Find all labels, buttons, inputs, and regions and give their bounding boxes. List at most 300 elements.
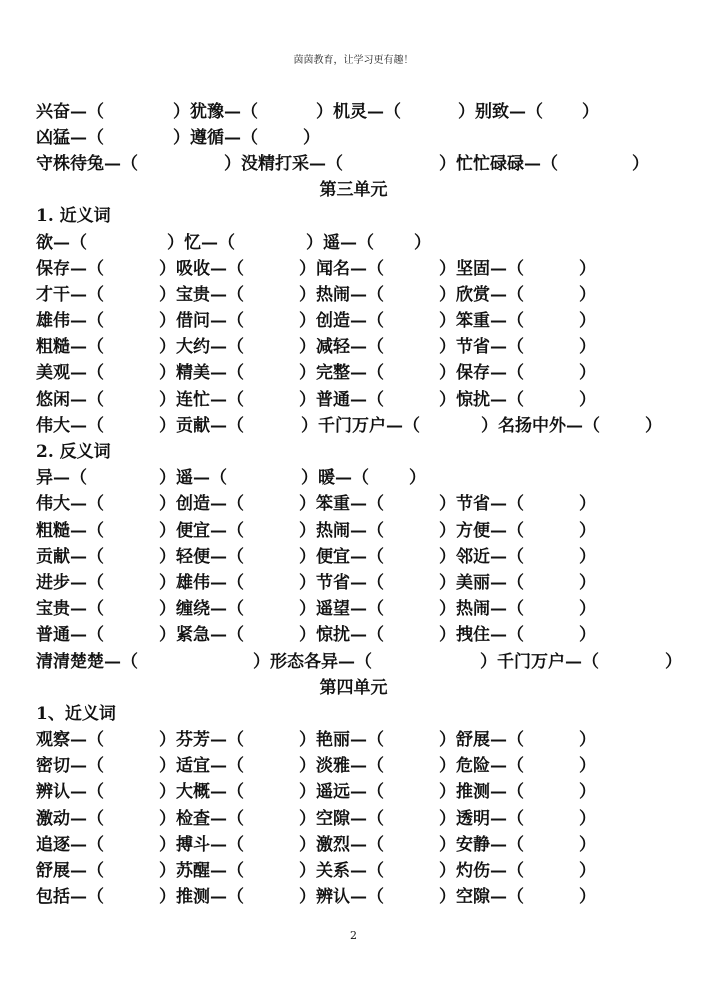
word: 芬芳 (176, 730, 210, 751)
word-blank (176, 306, 316, 331)
word-blank (176, 751, 316, 776)
word-blank (176, 882, 316, 907)
open-blank: —（ (70, 756, 104, 777)
open-blank: —（ (490, 861, 524, 882)
open-blank: —（ (340, 232, 374, 253)
exercise-row (36, 306, 682, 332)
word: 机灵 (333, 101, 367, 122)
word-blank (36, 542, 176, 567)
close-blank: ） (299, 782, 316, 803)
open-blank: —（ (210, 861, 244, 882)
open-blank: —（ (210, 311, 244, 332)
unit-heading (36, 175, 671, 201)
open-blank: —（ (386, 415, 420, 436)
word-blank (36, 411, 176, 436)
close-blank: ） (299, 599, 316, 620)
open-blank: —（ (350, 494, 384, 515)
close-blank: ） (439, 389, 456, 410)
word: 连忙 (176, 389, 210, 410)
word-blank (456, 516, 596, 541)
word-blank (456, 385, 596, 410)
open-blank: —（ (490, 572, 524, 593)
open-blank: —（ (350, 546, 384, 567)
close-blank: ） (439, 520, 456, 541)
word: 舒展 (456, 730, 490, 751)
exercise-row (36, 751, 682, 777)
open-blank: —（ (210, 337, 244, 358)
close-blank: ） (439, 284, 456, 305)
open-blank: —（ (350, 887, 384, 908)
word-blank (316, 489, 456, 514)
word: 宝贵 (176, 284, 210, 305)
open-blank: —（ (210, 599, 244, 620)
close-blank: ） (299, 258, 316, 279)
word-blank (36, 254, 176, 279)
word-blank (456, 358, 596, 383)
word-blank (36, 620, 176, 645)
exercise-row (36, 489, 682, 515)
word-blank (176, 489, 316, 514)
exercise-row (36, 358, 682, 384)
word: 形态各异 (270, 651, 338, 672)
word-blank (176, 280, 316, 305)
word-blank (456, 830, 596, 855)
word-blank (184, 228, 323, 253)
word: 普通 (36, 625, 70, 646)
open-blank: —（ (338, 651, 372, 672)
word-blank (475, 97, 599, 122)
open-blank: —（ (70, 389, 104, 410)
word: 笨重 (456, 311, 490, 332)
word: 笨重 (316, 494, 350, 515)
close-blank: ） (579, 782, 596, 803)
close-blank: ） (299, 389, 316, 410)
word-blank (36, 725, 176, 750)
word-blank (36, 358, 176, 383)
word-blank (36, 228, 184, 253)
word: 才干 (36, 284, 70, 305)
close-blank: ） (299, 546, 316, 567)
exercise-row (36, 594, 682, 620)
word: 贡献 (176, 415, 210, 436)
close-blank: ） (480, 651, 497, 672)
close-blank: ） (299, 520, 316, 541)
word: 遥望 (316, 599, 350, 620)
word: 别致 (475, 101, 509, 122)
word: 借问 (176, 311, 210, 332)
word: 兴奋 (36, 101, 70, 122)
word-blank (176, 542, 316, 567)
word-blank (176, 516, 316, 541)
open-blank: —（ (210, 834, 244, 855)
open-blank: —（ (490, 599, 524, 620)
word-blank (456, 254, 596, 279)
word: 保存 (36, 258, 70, 279)
exercise-row (36, 541, 682, 567)
word-blank (36, 385, 176, 410)
word: 推测 (176, 887, 210, 908)
close-blank: ） (579, 861, 596, 882)
word: 凶猛 (36, 127, 70, 148)
open-blank: —（ (490, 520, 524, 541)
word-blank (498, 411, 662, 436)
open-blank: —（ (350, 756, 384, 777)
open-blank: —（ (490, 625, 524, 646)
section-subheading (36, 698, 682, 724)
close-blank: ） (582, 101, 599, 122)
word-blank (176, 254, 316, 279)
close-blank: ） (439, 311, 456, 332)
word-blank (456, 777, 596, 802)
word-blank (318, 411, 498, 436)
word-blank (36, 804, 176, 829)
word: 节省 (316, 572, 350, 593)
word: 检查 (176, 808, 210, 829)
close-blank: ） (299, 625, 316, 646)
open-blank: —（ (350, 861, 384, 882)
word-blank (316, 332, 456, 357)
word: 密切 (36, 756, 70, 777)
open-blank: —（ (490, 782, 524, 803)
word-blank (36, 280, 176, 305)
close-blank: ） (159, 782, 176, 803)
word: 遥 (176, 468, 193, 489)
open-blank: —（ (70, 284, 104, 305)
close-blank: ） (299, 572, 316, 593)
open-blank: —（ (350, 520, 384, 541)
word: 遥远 (316, 782, 350, 803)
open-blank: —（ (70, 494, 104, 515)
exercise-row (36, 463, 682, 489)
word-blank (456, 804, 596, 829)
open-blank: —（ (70, 887, 104, 908)
word-blank (316, 516, 456, 541)
word-blank (456, 751, 596, 776)
close-blank: ） (439, 861, 456, 882)
open-blank: —（ (490, 494, 524, 515)
open-blank: —（ (566, 415, 600, 436)
word: 美丽 (456, 572, 490, 593)
open-blank: —（ (70, 415, 104, 436)
word: 创造 (176, 494, 210, 515)
section-subheading (36, 201, 682, 227)
word-blank (176, 620, 316, 645)
word: 安静 (456, 834, 490, 855)
close-blank: ） (299, 311, 316, 332)
close-blank: ） (159, 520, 176, 541)
exercise-row (36, 882, 682, 908)
close-blank: ） (299, 730, 316, 751)
open-blank: —（ (210, 494, 244, 515)
word: 千门万户 (497, 651, 565, 672)
close-blank: ） (159, 389, 176, 410)
close-blank: ） (159, 284, 176, 305)
exercise-row (36, 122, 682, 148)
word-blank (36, 568, 176, 593)
close-blank: ） (439, 756, 456, 777)
word-blank (456, 149, 649, 174)
open-blank: —（ (490, 363, 524, 384)
word: 惊扰 (456, 389, 490, 410)
open-blank: —（ (70, 101, 104, 122)
open-blank: —（ (490, 756, 524, 777)
word: 包括 (36, 887, 70, 908)
word: 欲 (36, 232, 53, 253)
close-blank: ） (159, 599, 176, 620)
close-blank: ） (439, 730, 456, 751)
word-blank (316, 804, 456, 829)
word-blank (316, 254, 456, 279)
close-blank: ） (224, 153, 241, 174)
close-blank: ） (439, 546, 456, 567)
word: 轻便 (176, 546, 210, 567)
open-blank: —（ (350, 599, 384, 620)
word-blank (456, 856, 596, 881)
word: 空隙 (456, 887, 490, 908)
word: 便宜 (176, 520, 210, 541)
word-blank (176, 358, 316, 383)
close-blank: ） (299, 756, 316, 777)
open-blank: —（ (70, 546, 104, 567)
close-blank: ） (299, 363, 316, 384)
word-blank (316, 568, 456, 593)
word: 美观 (36, 363, 70, 384)
word-blank (316, 777, 456, 802)
word: 舒展 (36, 861, 70, 882)
word-blank (456, 306, 596, 331)
open-blank: —（ (350, 730, 384, 751)
word: 缠绕 (176, 599, 210, 620)
word: 辨认 (316, 887, 350, 908)
open-blank: —（ (490, 887, 524, 908)
word: 雄伟 (176, 572, 210, 593)
word-blank (176, 568, 316, 593)
open-blank: —（ (210, 520, 244, 541)
close-blank: ） (579, 311, 596, 332)
close-blank: ） (299, 834, 316, 855)
word: 贡献 (36, 546, 70, 567)
word-blank (316, 751, 456, 776)
open-blank: —（ (210, 625, 244, 646)
exercise-content (36, 96, 682, 908)
word-blank (36, 647, 270, 672)
section-subheading (36, 436, 682, 462)
exercise-row (36, 620, 682, 646)
open-blank: —（ (350, 258, 384, 279)
exercise-row (36, 227, 682, 253)
word-blank (316, 280, 456, 305)
open-blank: —（ (193, 468, 227, 489)
word: 异 (36, 468, 53, 489)
open-blank: —（ (509, 101, 543, 122)
word-blank (456, 332, 596, 357)
word-blank (316, 306, 456, 331)
word: 紧急 (176, 625, 210, 646)
word-blank (456, 882, 596, 907)
open-blank: —（ (210, 415, 244, 436)
open-blank: —（ (524, 153, 558, 174)
close-blank: ） (159, 258, 176, 279)
close-blank: ） (439, 494, 456, 515)
word: 伟大 (36, 415, 70, 436)
exercise-row (36, 855, 682, 881)
exercise-row (36, 410, 682, 436)
word: 雄伟 (36, 311, 70, 332)
open-blank: —（ (350, 625, 384, 646)
word-blank (36, 489, 176, 514)
word: 透明 (456, 808, 490, 829)
word: 保存 (456, 363, 490, 384)
close-blank: ） (579, 284, 596, 305)
close-blank: ） (159, 861, 176, 882)
close-blank: ） (159, 625, 176, 646)
open-blank: —（ (210, 808, 244, 829)
word: 遥 (323, 232, 340, 253)
word: 伟大 (36, 494, 70, 515)
word: 热闹 (456, 599, 490, 620)
word: 节省 (456, 494, 490, 515)
exercise-row (36, 567, 682, 593)
close-blank: ） (579, 363, 596, 384)
word: 热闹 (316, 520, 350, 541)
word: 进步 (36, 572, 70, 593)
exercise-row (36, 803, 682, 829)
close-blank: ） (301, 415, 318, 436)
word: 邻近 (456, 546, 490, 567)
close-blank: ） (645, 415, 662, 436)
word: 创造 (316, 311, 350, 332)
word-blank (456, 568, 596, 593)
open-blank: —（ (490, 546, 524, 567)
section-title: 1. 近义词 (36, 206, 111, 227)
close-blank: ） (159, 363, 176, 384)
word: 空隙 (316, 808, 350, 829)
word-blank (190, 123, 320, 148)
open-blank: —（ (70, 363, 104, 384)
word: 适宜 (176, 756, 210, 777)
word-blank (36, 751, 176, 776)
word-blank (176, 856, 316, 881)
unit-title: 第四单元 (319, 677, 388, 698)
exercise-row (36, 829, 682, 855)
open-blank: —（ (210, 363, 244, 384)
word-blank (316, 725, 456, 750)
open-blank: —（ (210, 782, 244, 803)
open-blank: —（ (210, 546, 244, 567)
close-blank: ） (439, 363, 456, 384)
word-blank (36, 882, 176, 907)
open-blank: —（ (490, 808, 524, 829)
exercise-row (36, 646, 682, 672)
close-blank: ） (579, 520, 596, 541)
word: 惊扰 (316, 625, 350, 646)
unit-heading (36, 672, 671, 698)
word: 千门万户 (318, 415, 386, 436)
word: 方便 (456, 520, 490, 541)
close-blank: ） (579, 625, 596, 646)
close-blank: ） (299, 284, 316, 305)
open-blank: —（ (490, 389, 524, 410)
word-blank (456, 280, 596, 305)
close-blank: ） (579, 834, 596, 855)
word-blank (176, 332, 316, 357)
close-blank: ） (579, 258, 596, 279)
close-blank: ） (173, 101, 190, 122)
word-blank (316, 542, 456, 567)
open-blank: —（ (350, 311, 384, 332)
close-blank: ） (439, 153, 456, 174)
close-blank: ） (409, 468, 426, 489)
word: 苏醒 (176, 861, 210, 882)
word: 没精打采 (241, 153, 309, 174)
open-blank: —（ (490, 834, 524, 855)
word: 拽住 (456, 625, 490, 646)
open-blank: —（ (210, 258, 244, 279)
close-blank: ） (481, 415, 498, 436)
word-blank (176, 830, 316, 855)
close-blank: ） (306, 232, 323, 253)
word: 激动 (36, 808, 70, 829)
word-blank (36, 123, 190, 148)
word-blank (36, 306, 176, 331)
close-blank: ） (159, 730, 176, 751)
close-blank: ） (159, 756, 176, 777)
word-blank (36, 856, 176, 881)
page-header: 茵茵教育，让学习更有趣！ (293, 55, 414, 66)
open-blank: —（ (70, 834, 104, 855)
close-blank: ） (579, 756, 596, 777)
word: 吸收 (176, 258, 210, 279)
word: 犹豫 (190, 101, 224, 122)
open-blank: —（ (70, 127, 104, 148)
section-title: 2. 反义词 (36, 442, 111, 463)
close-blank: ） (159, 415, 176, 436)
close-blank: ） (439, 808, 456, 829)
word: 淡雅 (316, 756, 350, 777)
open-blank: —（ (70, 861, 104, 882)
close-blank: ） (159, 887, 176, 908)
word: 关系 (316, 861, 350, 882)
word-blank (36, 516, 176, 541)
close-blank: ） (301, 468, 318, 489)
word: 清清楚楚 (36, 651, 104, 672)
word-blank (176, 594, 316, 619)
word-blank (176, 725, 316, 750)
close-blank: ） (299, 861, 316, 882)
word-blank (323, 228, 431, 253)
close-blank: ） (159, 468, 176, 489)
open-blank: —（ (350, 834, 384, 855)
open-blank: —（ (490, 284, 524, 305)
close-blank: ） (579, 808, 596, 829)
word-blank (316, 358, 456, 383)
word: 灼伤 (456, 861, 490, 882)
word: 追逐 (36, 834, 70, 855)
word-blank (176, 777, 316, 802)
open-blank: —（ (104, 651, 138, 672)
close-blank: ） (299, 494, 316, 515)
word-blank (333, 97, 475, 122)
close-blank: ） (173, 127, 190, 148)
close-blank: ） (579, 599, 596, 620)
open-blank: —（ (350, 389, 384, 410)
word-blank (36, 149, 241, 174)
word-blank (241, 149, 456, 174)
unit-title: 第三单元 (319, 180, 388, 201)
open-blank: —（ (350, 572, 384, 593)
open-blank: —（ (350, 284, 384, 305)
open-blank: —（ (70, 337, 104, 358)
